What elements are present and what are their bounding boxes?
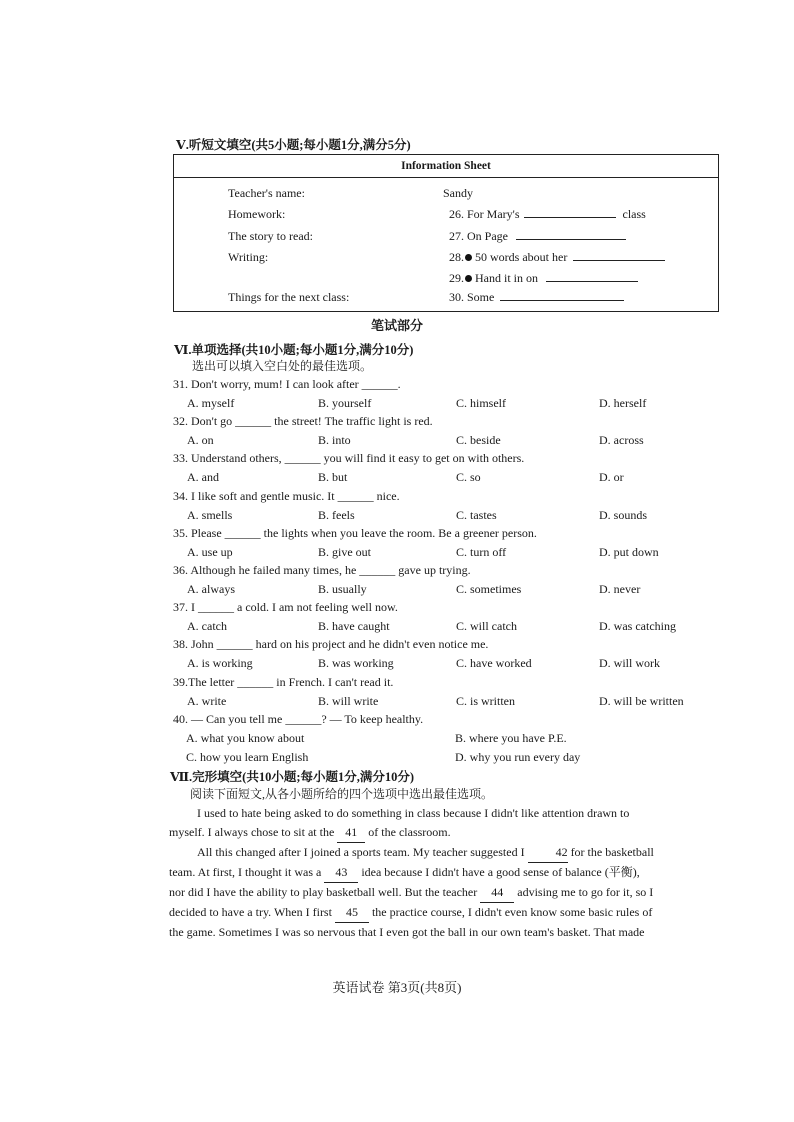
q40-option-b[interactable]: B. where you have P.E. bbox=[455, 731, 567, 745]
option-a[interactable]: A. and bbox=[187, 470, 219, 485]
blank-42[interactable]: 42 bbox=[528, 843, 568, 863]
passage-text: idea because I didn't have a good sense of balance (平衡), bbox=[361, 865, 640, 879]
sheet-title: Information Sheet bbox=[401, 160, 491, 172]
passage-line: the game. Sometimes I was so nervous that I even got the ball in our own team's basket. That made bbox=[169, 925, 645, 939]
section7-instruction: 阅读下面短文,从各小题所给的四个选项中选出最佳选项。 bbox=[190, 787, 494, 801]
section5-title: Ⅴ.听短文填空(共5小题;每小题1分,满分5分) bbox=[176, 138, 411, 152]
q29-blank[interactable] bbox=[546, 272, 638, 282]
q30-blank[interactable] bbox=[500, 291, 624, 301]
option-c[interactable]: C. turn off bbox=[456, 544, 507, 559]
row-label-story: The story to read: bbox=[228, 229, 313, 243]
q40-option-a[interactable]: A. what you know about bbox=[186, 731, 305, 745]
question-stem: 37. I ______ a cold. I am not feeling well now. bbox=[173, 600, 398, 615]
option-a[interactable]: A. smells bbox=[187, 507, 233, 522]
option-c[interactable]: C. so bbox=[456, 470, 481, 485]
row-value-homework bbox=[449, 207, 646, 222]
option-d[interactable]: D. never bbox=[599, 582, 641, 596]
option-b[interactable]: B. yourself bbox=[318, 396, 372, 410]
row-label-teacher: Teacher's name: bbox=[228, 186, 305, 200]
option-d[interactable]: D. was catching bbox=[599, 619, 676, 634]
section6-instruction: 选出可以填入空白处的最佳选项。 bbox=[192, 359, 373, 373]
row-value-story bbox=[449, 229, 626, 244]
passage-text: team. At first, I thought it was a bbox=[169, 865, 322, 879]
option-b[interactable]: B. into bbox=[318, 433, 351, 448]
q29-num: 29. bbox=[449, 271, 464, 285]
option-c[interactable]: C. have worked bbox=[456, 656, 532, 671]
option-c[interactable]: C. himself bbox=[456, 396, 506, 410]
row-value-hand-in bbox=[449, 271, 638, 286]
q40-option-c[interactable]: C. how you learn English bbox=[186, 750, 309, 764]
bullet-icon bbox=[465, 275, 472, 282]
option-b[interactable]: B. will write bbox=[318, 693, 379, 708]
option-d[interactable]: D. put down bbox=[599, 544, 659, 559]
passage-line bbox=[169, 903, 719, 923]
question-stem: 34. I like soft and gentle music. It ______ nice. bbox=[173, 488, 400, 503]
option-b[interactable]: B. usually bbox=[318, 582, 367, 596]
option-c[interactable]: C. beside bbox=[456, 433, 501, 448]
option-a[interactable]: A. always bbox=[187, 582, 235, 596]
option-d[interactable]: D. sounds bbox=[599, 507, 648, 522]
option-d[interactable]: D. will work bbox=[599, 656, 660, 671]
passage-text: for the basketball bbox=[570, 845, 654, 859]
bullet-icon bbox=[465, 254, 472, 261]
passage-text: of the classroom. bbox=[368, 825, 451, 839]
blank-45[interactable]: 45 bbox=[335, 903, 369, 923]
q28-text: 50 words about her bbox=[475, 250, 568, 264]
row-value-writing bbox=[449, 250, 665, 265]
q29-text: Hand it in on bbox=[475, 271, 538, 285]
option-a[interactable]: A. myself bbox=[187, 396, 235, 410]
row-value-next-class bbox=[449, 290, 624, 305]
option-b[interactable]: B. was working bbox=[318, 656, 394, 671]
option-a[interactable]: A. catch bbox=[187, 619, 227, 634]
passage-text: All this changed after I joined a sports team. My teacher suggested I bbox=[197, 845, 525, 859]
q40-option-d[interactable]: D. why you run every day bbox=[455, 750, 581, 764]
q27-blank[interactable] bbox=[516, 230, 626, 240]
question-stem: 38. John ______ hard on his project and he didn't even notice me. bbox=[173, 637, 489, 652]
q30-text: 30. Some bbox=[449, 290, 495, 304]
row-label-homework: Homework: bbox=[228, 207, 286, 221]
option-b[interactable]: B. give out bbox=[318, 544, 371, 559]
option-b[interactable]: B. have caught bbox=[318, 619, 390, 634]
sheet-divider bbox=[173, 177, 719, 178]
passage-text: the practice course, I didn't even know some basic rules of bbox=[371, 905, 653, 919]
passage-text: decided to have a try. When I first bbox=[169, 905, 332, 919]
q26-blank[interactable] bbox=[524, 208, 616, 218]
row-label-writing: Writing: bbox=[228, 250, 269, 264]
passage-line: I used to hate being asked to do something in class because I didn't like attention drawn to bbox=[197, 806, 630, 820]
row-value-teacher: Sandy bbox=[443, 186, 473, 200]
blank-43[interactable]: 43 bbox=[324, 863, 358, 883]
passage-text: myself. I always chose to sit at the bbox=[169, 825, 335, 839]
blank-41[interactable]: 41 bbox=[337, 823, 365, 843]
question-stem: 33. Understand others, ______ you will find it easy to get on with others. bbox=[173, 451, 525, 466]
passage-text: nor did I have the ability to play basketball well. But the teacher bbox=[169, 885, 478, 899]
section6-title: Ⅵ.单项选择(共10小题;每小题1分,满分10分) bbox=[174, 343, 414, 357]
blank-44[interactable]: 44 bbox=[480, 883, 514, 903]
option-d[interactable]: D. or bbox=[599, 470, 624, 485]
option-d[interactable]: D. will be written bbox=[599, 693, 684, 708]
passage-line bbox=[169, 823, 719, 843]
q26-text: 26. For Mary's bbox=[449, 207, 520, 221]
option-d[interactable]: D. herself bbox=[599, 396, 647, 410]
option-b[interactable]: B. feels bbox=[318, 507, 355, 522]
q28-num: 28. bbox=[449, 250, 464, 264]
option-a[interactable]: A. write bbox=[187, 693, 227, 708]
option-a[interactable]: A. on bbox=[187, 433, 214, 448]
question-stem: 39.The letter ______ in French. I can't read it. bbox=[173, 674, 394, 689]
option-d[interactable]: D. across bbox=[599, 433, 644, 448]
written-part-title: 笔试部分 bbox=[370, 318, 423, 333]
q26-after: class bbox=[622, 207, 646, 221]
question-stem: 32. Don't go ______ the street! The traffic light is red. bbox=[173, 414, 433, 429]
section7-title: Ⅶ.完形填空(共10小题;每小题1分,满分10分) bbox=[170, 770, 415, 784]
option-a[interactable]: A. use up bbox=[187, 544, 233, 559]
page-footer: 英语试卷 第3页(共8页) bbox=[332, 980, 462, 995]
option-c[interactable]: C. will catch bbox=[456, 619, 517, 634]
question-stem: 36. Although he failed many times, he ______ gave up trying. bbox=[173, 563, 471, 577]
row-label-next-class: Things for the next class: bbox=[228, 290, 350, 304]
option-c[interactable]: C. is written bbox=[456, 693, 515, 708]
option-a[interactable]: A. is working bbox=[187, 656, 253, 671]
passage-line bbox=[169, 883, 719, 903]
passage-text: advising me to go for it, so I bbox=[517, 885, 654, 899]
passage-line bbox=[169, 863, 719, 883]
cloze-passage bbox=[169, 804, 719, 942]
question-stem: 31. Don't worry, mum! I can look after ______. bbox=[173, 377, 401, 391]
question-stem: 35. Please ______ the lights when you leave the room. Be a greener person. bbox=[173, 525, 537, 540]
option-c[interactable]: C. tastes bbox=[456, 507, 497, 522]
option-c[interactable]: C. sometimes bbox=[456, 582, 522, 596]
option-b[interactable]: B. but bbox=[318, 470, 348, 485]
passage-line bbox=[169, 843, 719, 863]
q28-blank[interactable] bbox=[573, 251, 665, 261]
q27-text: 27. On Page bbox=[449, 229, 508, 243]
question-40-stem: 40. — Can you tell me ______? — To keep healthy. bbox=[173, 712, 424, 726]
